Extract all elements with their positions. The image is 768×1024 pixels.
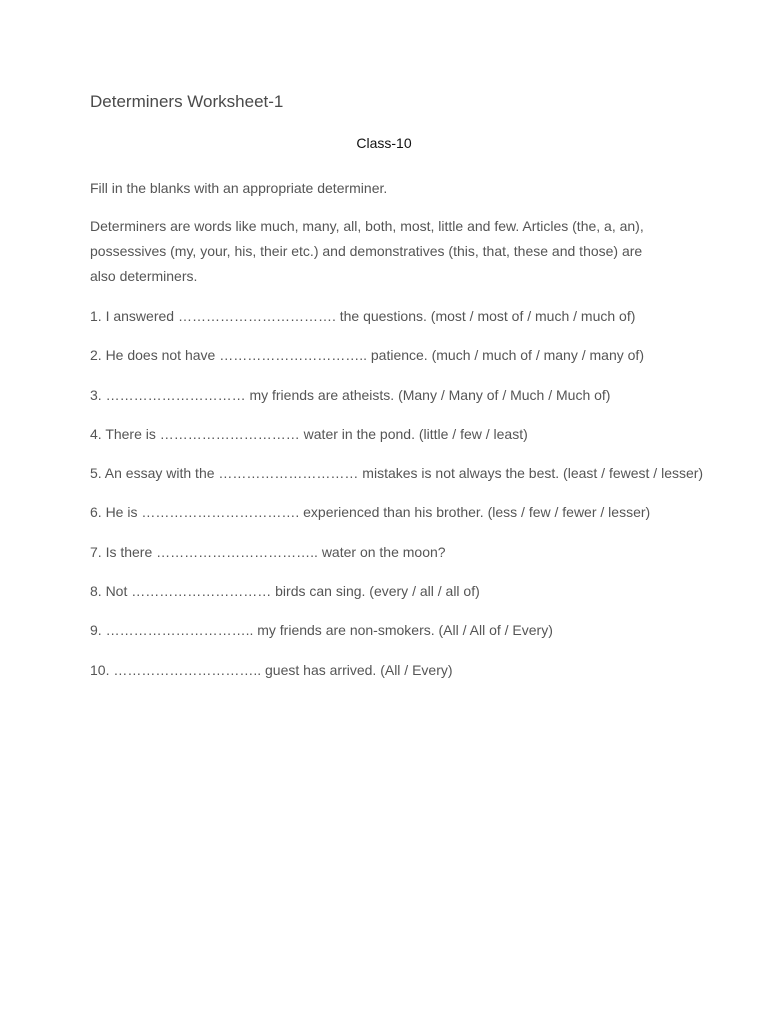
question-item: 7. Is there …………………………….. water on the moon? (90, 543, 446, 560)
question-item: 5. An essay with the ………………………… mistakes is not always the best. (least / fewest / lesser) (90, 465, 704, 482)
question-item: 4. There is ………………………… water in the pond. (little / few / least) (90, 425, 528, 442)
question-item: 10. ………………………….. guest has arrived. (All / Every) (90, 661, 453, 678)
question-item: 8. Not ………………………… birds can sing. (every / all / all of) (90, 583, 480, 600)
question-item: 2. He does not have ………………………….. patience. (much / much of / many / many of) (90, 347, 644, 364)
worksheet-title: Determiners Worksheet-1 (90, 92, 284, 111)
question-list (90, 308, 703, 701)
question-item: 9. ………………………….. my friends are non-smokers. (All / All of / Every) (90, 622, 553, 639)
class-label: Class-10 (356, 135, 412, 151)
question-item: 1. I answered ……………………………. the questions. (most / most of / much / much of) (90, 308, 636, 324)
determiners-note: Determiners are words like much, many, all, both, most, little and few. Articles (the, a, an), possessives (my, your, his, their etc.) and demonstratives (this, that, these and those) are also determiners. (90, 218, 644, 284)
question-item: 3. ………………………… my friends are atheists. (Many / Many of / Much / Much of) (90, 386, 611, 403)
instruction-text: Fill in the blanks with an appropriate determiner. (90, 180, 388, 196)
question-item: 6. He is ……………………………. experienced than his brother. (less / few / fewer / lesser) (90, 504, 651, 521)
